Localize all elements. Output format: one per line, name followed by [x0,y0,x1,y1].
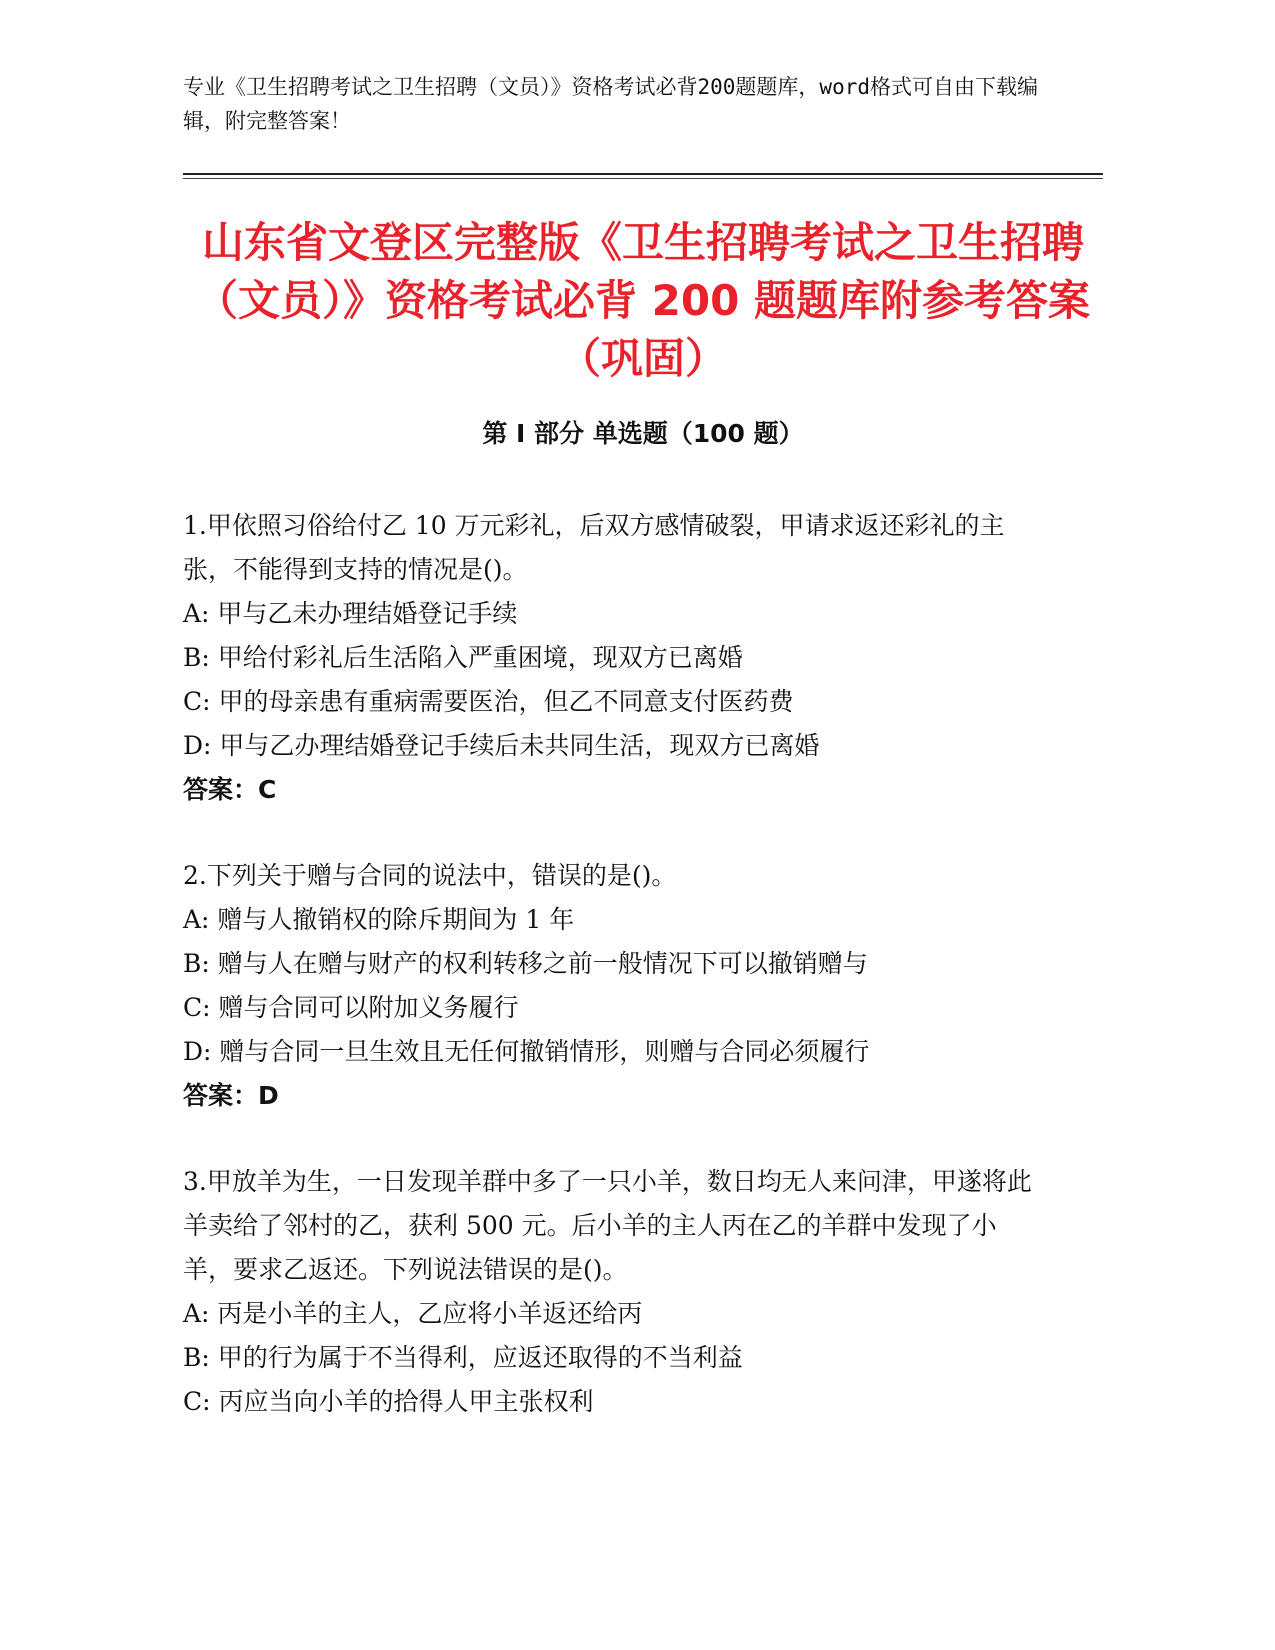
option-c: C: 丙应当向小羊的拾得人甲主张权利 [183,1387,594,1416]
document-title: 山东省文登区完整版《卫生招聘考试之卫生招聘（文员）》资格考试必背 200 题题库附参考答案（巩固） [196,218,1090,383]
answer: 答案：C [183,775,277,804]
question-stem: 2.下列关于赠与合同的说法中，错误的是()。 [183,861,677,890]
option-c: C: 赠与合同可以附加义务履行 [183,993,519,1022]
section-title: 第 I 部分 单选题（100 题） [482,419,804,448]
option-d: D: 甲与乙办理结婚登记手续后未共同生活，现双方已离婚 [183,731,820,760]
option-a: A: 甲与乙未办理结婚登记手续 [183,599,518,628]
question-stem: 1.甲依照习俗给付乙 10 万元彩礼，后双方感情破裂，甲请求返还彩礼的主张，不能得到支持的情况是()。 [183,511,1005,584]
question-3 [183,1160,1043,1424]
option-d: D: 赠与合同一旦生效且无任何撤销情形，则赠与合同必须履行 [183,1037,870,1066]
option-a: A: 丙是小羊的主人，乙应将小羊返还给丙 [183,1299,643,1328]
option-b: B: 赠与人在赠与财产的权利转移之前一般情况下可以撤销赠与 [183,949,868,978]
option-b: B: 甲的行为属于不当得利，应返还取得的不当利益 [183,1343,743,1372]
question-2 [183,854,1043,1118]
answer: 答案：D [183,1081,279,1110]
question-1 [183,504,1043,812]
option-a: A: 赠与人撤销权的除斥期间为 1 年 [183,905,575,934]
option-b: B: 甲给付彩礼后生活陷入严重困境，现双方已离婚 [183,643,743,672]
question-stem: 3.甲放羊为生，一日发现羊群中多了一只小羊，数日均无人来问津，甲遂将此羊卖给了邻村的乙，获利 500 元。后小羊的主人丙在乙的羊群中发现了小羊，要求乙返还。下列说法错误的是()。 [183,1167,1032,1284]
header-rule-thin [183,178,1103,179]
question-list [183,504,1043,1466]
option-c: C: 甲的母亲患有重病需要医治，但乙不同意支付医药费 [183,687,794,716]
header-note: 专业《卫生招聘考试之卫生招聘（文员）》资格考试必背200题题库，word格式可自由下载编辑，附完整答案！ [183,75,1038,133]
header-rule-thick [183,173,1103,175]
